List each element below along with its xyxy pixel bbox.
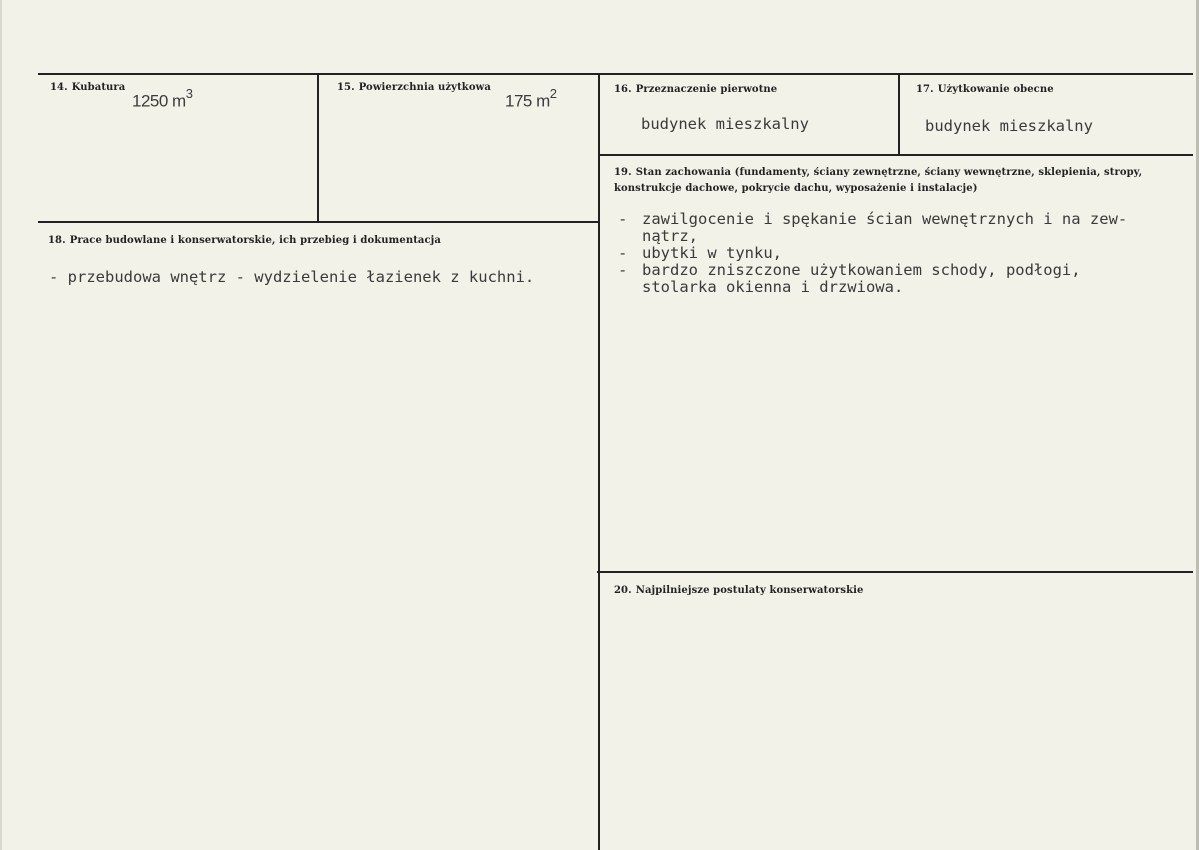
field-15-value: 175 $m^2$ — [505, 86, 557, 111]
list-item: - ubytki w tynku, — [618, 244, 782, 262]
list-item: - zawilgocenie i spękanie ścian wewnętrznych i na zew- nątrz, — [618, 210, 1128, 245]
field-16-label: 16. Przeznaczenie pierwotne — [614, 84, 778, 95]
field-19-list — [618, 211, 1178, 296]
divider-16-19 — [600, 154, 1193, 156]
card-left-edge — [0, 0, 2, 850]
divider-14-18 — [38, 221, 600, 223]
field-16-value: budynek mieszkalny — [641, 115, 809, 133]
list-item: - bardzo zniszczone użytkowaniem schody, podłogi, stolarka okienna i drzwiowa. — [618, 261, 1081, 296]
center-divider — [598, 73, 600, 850]
field-17-label: 17. Użytkowanie obecne — [916, 84, 1054, 95]
field-18-value: - przebudowa wnętrz - wydzielenie łazienek z kuchni. — [49, 268, 535, 286]
field-19-label: 19. Stan zachowania (fundamenty, ściany zewnętrzne, ściany wewnętrzne, sklepienia, stropy, konstrukcje dachowe, pokrycie dachu, wyposażenie i instalacje) — [614, 167, 1143, 194]
field-14-label: 14. Kubatura — [50, 82, 126, 93]
divider-14-15 — [317, 73, 319, 223]
divider-19-20 — [597, 571, 1193, 573]
field-15-label: 15. Powierzchnia użytkowa — [337, 82, 491, 93]
top-border — [38, 73, 1193, 75]
field-20-label: 20. Najpilniejsze postulaty konserwatorskie — [614, 585, 864, 596]
field-14-value: 1250 $m^3$ — [132, 86, 193, 111]
divider-16-17 — [898, 73, 900, 156]
field-17-value: budynek mieszkalny — [925, 117, 1093, 135]
field-18-label: 18. Prace budowlane i konserwatorskie, ich przebieg i dokumentacja — [48, 235, 441, 246]
